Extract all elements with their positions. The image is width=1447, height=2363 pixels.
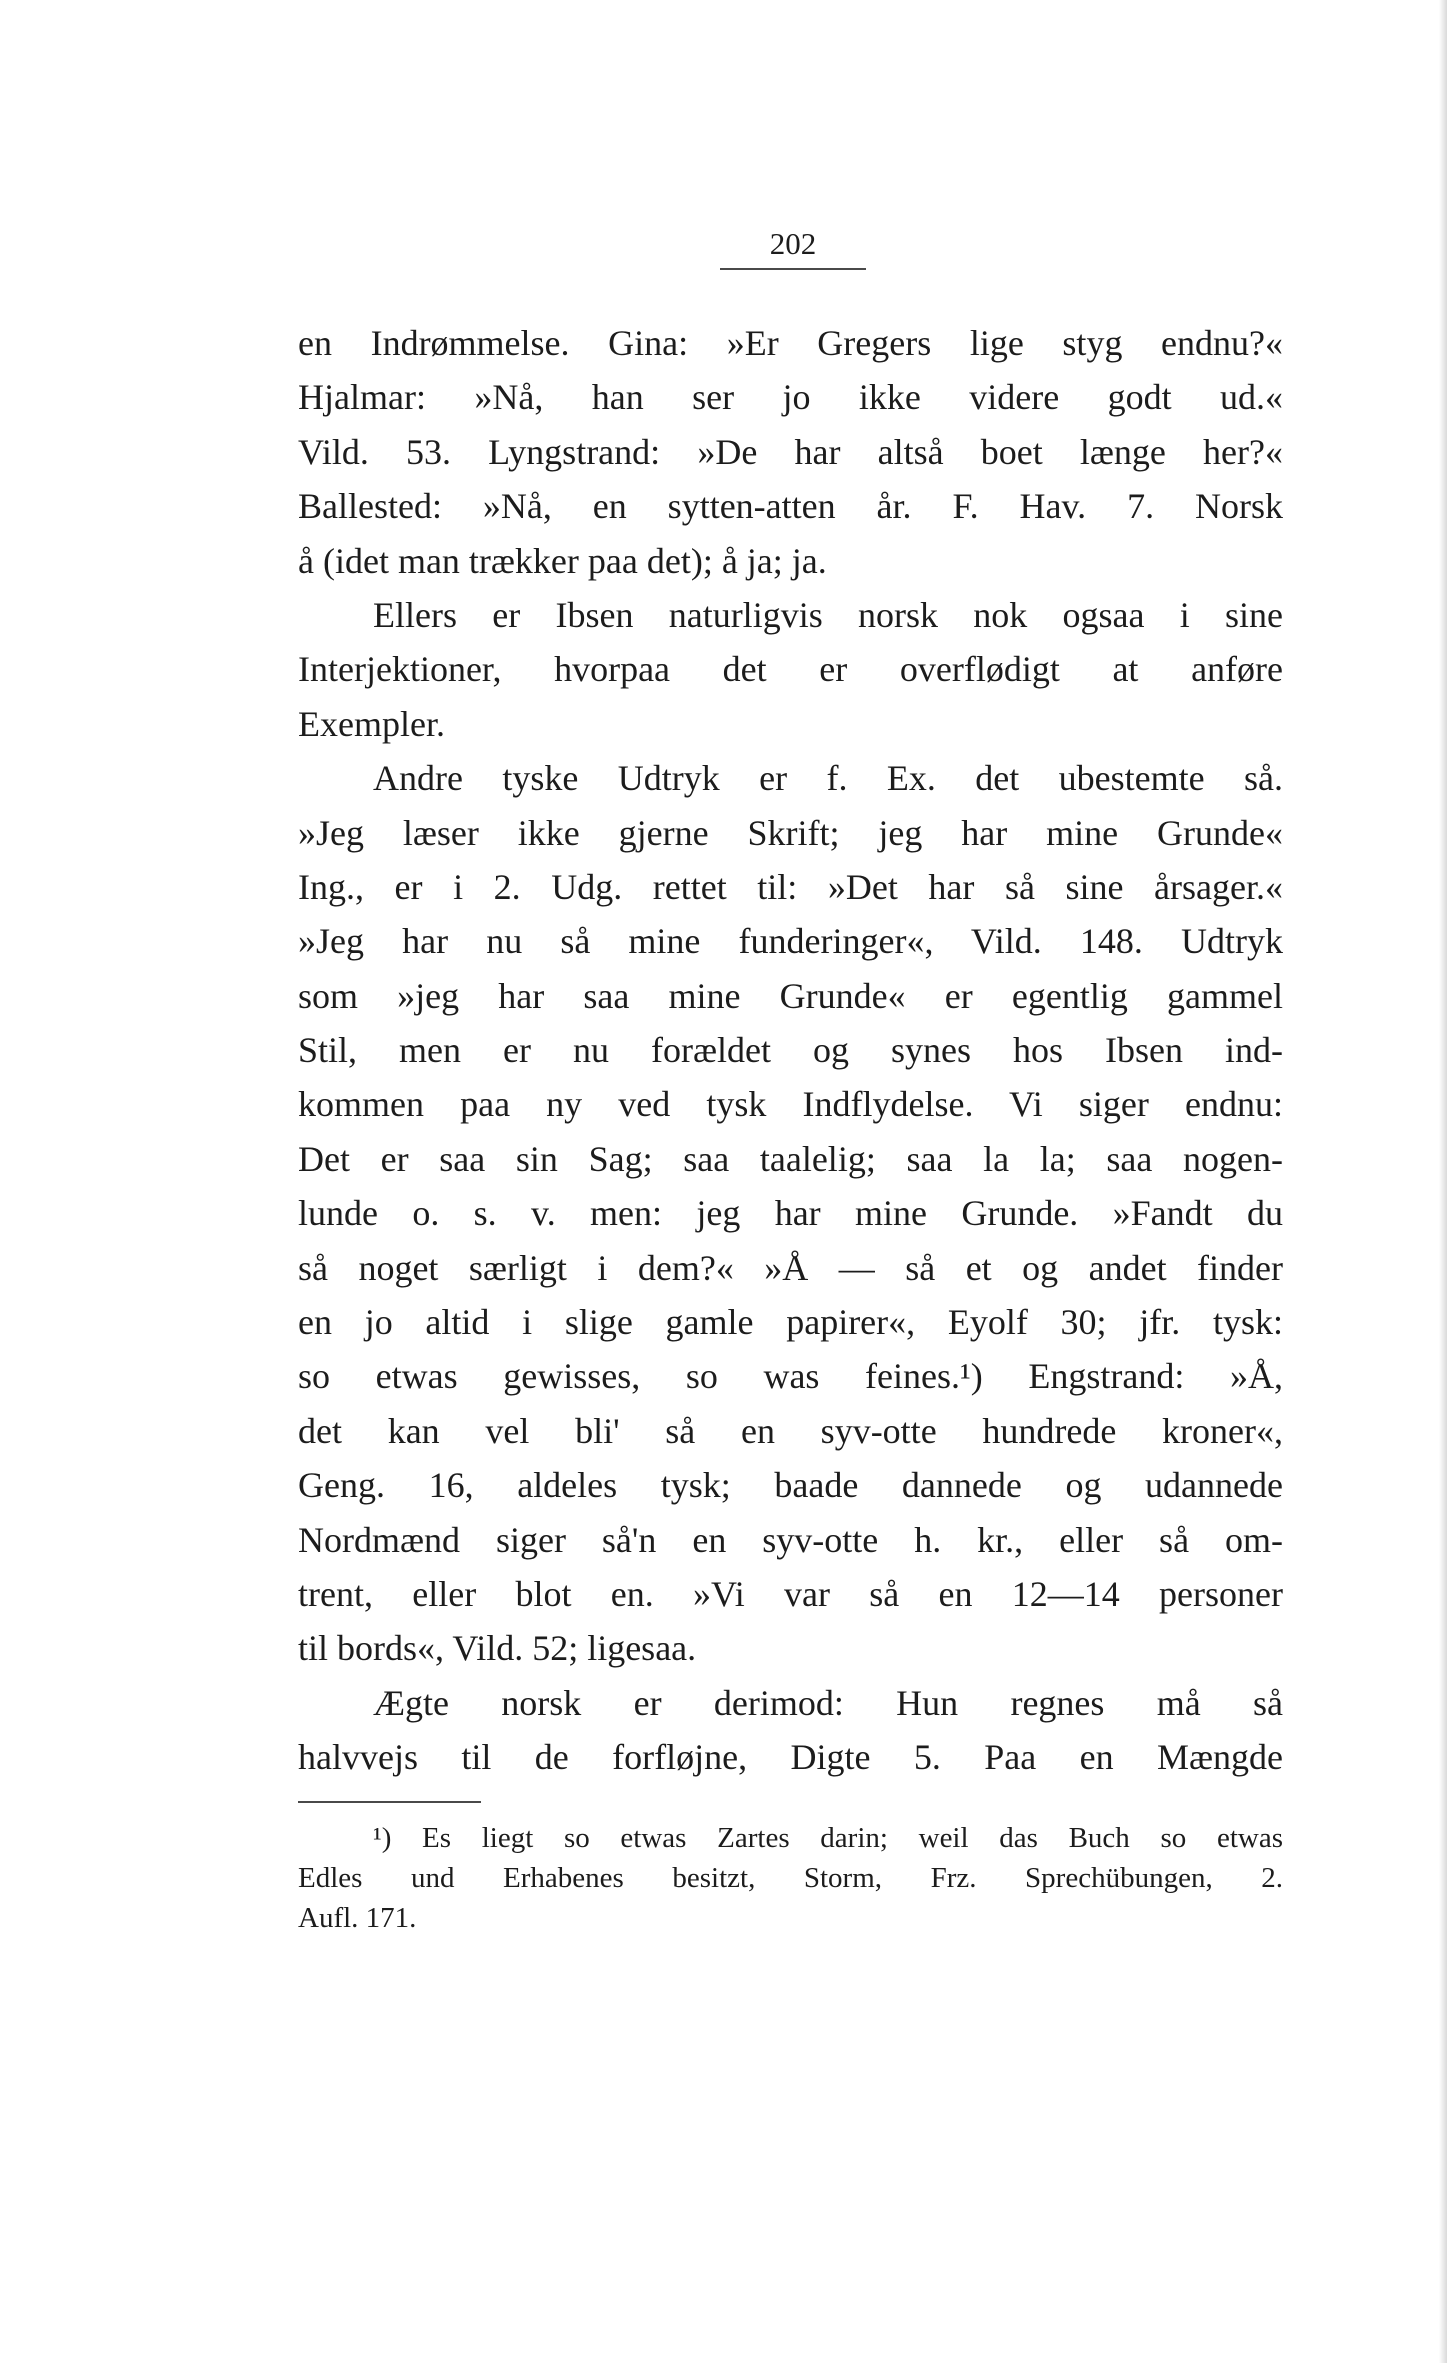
text-line: så noget særligt i dem?« »Å — så et og andet finder <box>298 1247 1283 1288</box>
text-line: »Jeg har nu så mine funderinger«, Vild. 148. Udtryk <box>298 921 1283 962</box>
text-line: Ballested: »Nå, en sytten-atten år. F. Hav. 7. Norsk <box>298 486 1283 527</box>
footnote-line: ¹) Es liegt so etwas Zartes darin; weil das Buch so etwas <box>373 1822 1283 1854</box>
text-line: lunde o. s. v. men: jeg har mine Grunde. »Fandt du <box>298 1193 1283 1234</box>
paragraph-start-line: Andre tyske Udtryk er f. Ex. det ubestemte så. <box>373 758 1283 799</box>
footnote-line: Aufl. 171. <box>298 1902 417 1934</box>
footnote-line: Edles und Erhabenes besitzt, Storm, Frz. Sprechübungen, 2. <box>298 1862 1283 1894</box>
text-line: Exempler. <box>298 703 445 744</box>
text-line: som »jeg har saa mine Grunde« er egentlig gammel <box>298 975 1283 1016</box>
text-line: Det er saa sin Sag; saa taalelig; saa la la; saa nogen- <box>298 1138 1283 1179</box>
text-line: kommen paa ny ved tysk Indflydelse. Vi siger endnu: <box>298 1084 1283 1125</box>
text-line: en jo altid i slige gamle papirer«, Eyolf 30; jfr. tysk: <box>298 1302 1283 1343</box>
text-line: »Jeg læser ikke gjerne Skrift; jeg har mine Grunde« <box>298 812 1283 853</box>
text-line: trent, eller blot en. »Vi var så en 12—14 personer <box>298 1573 1283 1614</box>
page-edge-shadow <box>1439 0 1447 2363</box>
text-line: Stil, men er nu forældet og synes hos Ibsen ind- <box>298 1030 1283 1071</box>
page-number: 202 <box>769 226 817 261</box>
text-line: Hjalmar: »Nå, han ser jo ikke videre godt ud.« <box>298 377 1283 418</box>
paragraph-start-line: Ellers er Ibsen naturligvis norsk nok ogsaa i sine <box>373 594 1283 635</box>
text-line: halvvejs til de forfløjne, Digte 5. Paa en Mængde <box>298 1737 1283 1778</box>
paragraph-start-line: Ægte norsk er derimod: Hun regnes må så <box>373 1682 1283 1723</box>
text-line: Vild. 53. Lyngstrand: »De har altså boet længe her?« <box>298 431 1283 472</box>
main-text-block <box>298 316 1283 1785</box>
text-line: det kan vel bli' så en syv-otte hundrede kroner«, <box>298 1410 1283 1451</box>
text-line: en Indrømmelse. Gina: »Er Gregers lige styg endnu?« <box>298 323 1283 363</box>
text-line: Interjektioner, hvorpaa det er overflødigt at anføre <box>298 649 1283 690</box>
footnote-block <box>298 1818 1283 1938</box>
text-line: Nordmænd siger så'n en syv-otte h. kr., eller så om- <box>298 1519 1283 1560</box>
text-line: å (idet man trækker paa det); å ja; ja. <box>298 540 827 581</box>
text-line: so etwas gewisses, so was feines.¹) Engstrand: »Å, <box>298 1356 1283 1397</box>
text-line: Geng. 16, aldeles tysk; baade dannede og udannede <box>298 1465 1283 1506</box>
text-line: til bords«, Vild. 52; ligesaa. <box>298 1628 697 1669</box>
footnote-rule <box>298 1801 481 1803</box>
text-line: Ing., er i 2. Udg. rettet til: »Det har så sine årsager.« <box>298 866 1283 907</box>
page-number-rule <box>720 268 866 270</box>
